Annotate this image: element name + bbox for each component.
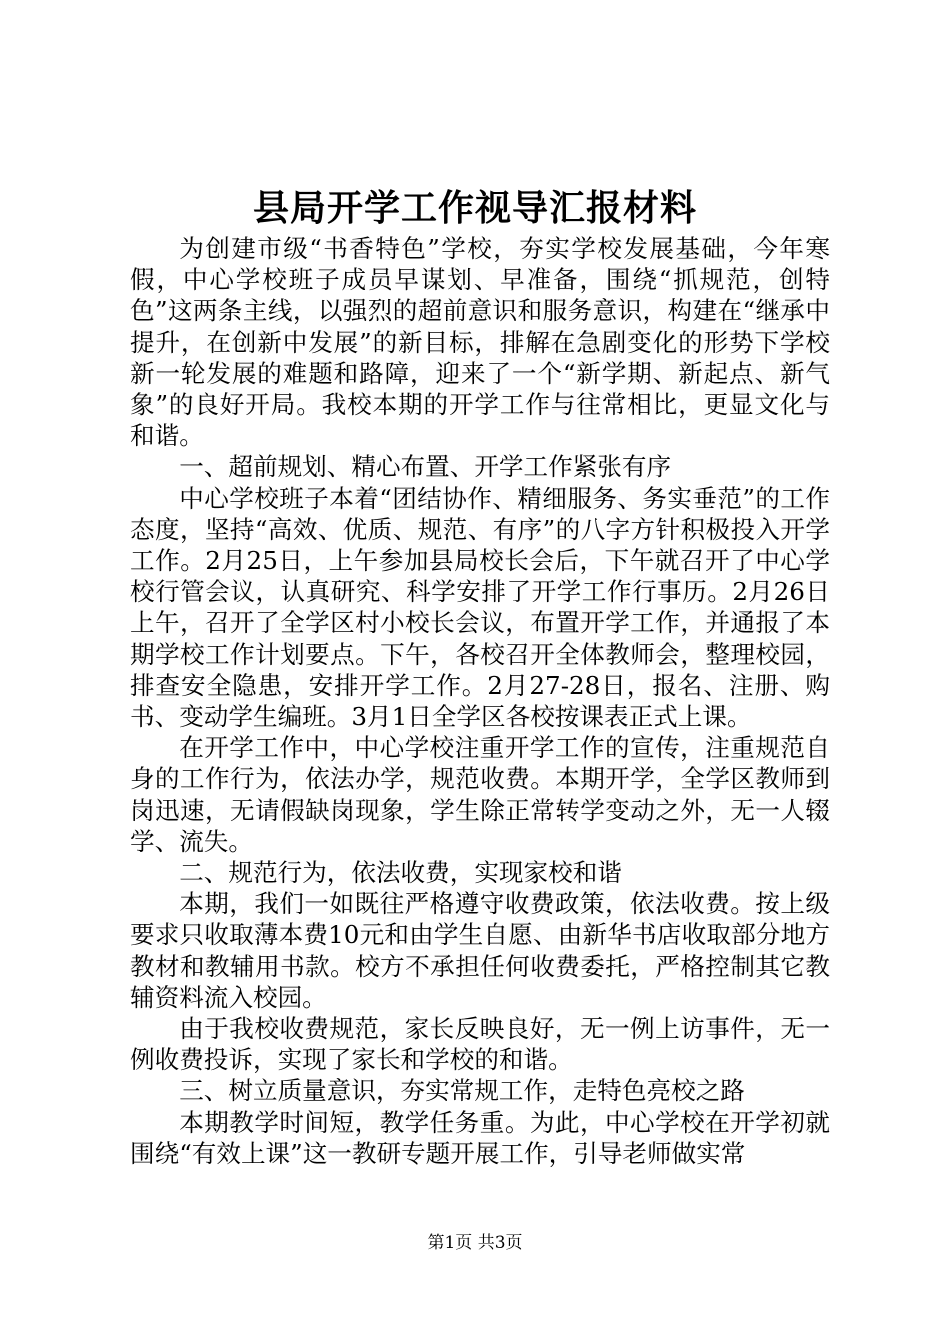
section-3-paragraph-1: 本期教学时间短，教学任务重。为此，中心学校在开学初就围绕“有效上课”这一教研专题开展工作，引导老师做实常 bbox=[130, 1107, 830, 1168]
document-title: 县局开学工作视导汇报材料 bbox=[252, 187, 697, 229]
section-heading-2: 二、规范行为，依法收费，实现家校和谐 bbox=[179, 858, 622, 888]
section-1-paragraph-1: 中心学校班子本着“团结协作、精细服务、务实垂范”的工作态度，坚持“高效、优质、规范、有序”的八字方针积极投入开学工作。2月25日，上午参加县局校长会后，下午就召开了中心学校行管会议，认真研究、科学安排了开学工作行事历。2月26日上午，召开了全学区村小校长会议，布置开学工作，并通报了本期学校工作计划要点。下午，各校召开全体教师会，整理校园，排查安全隐患，安排开学工作。2月27-28日，报名、注册、购书、变动学生编班。3月1日全学区各校按课表正式上课。 bbox=[130, 483, 830, 732]
section-heading-1: 一、超前规划、精心布置、开学工作紧张有序 bbox=[179, 452, 672, 482]
section-2-paragraph-2: 由于我校收费规范，家长反映良好，无一例上访事件，无一例收费投诉，实现了家长和学校的和谐。 bbox=[130, 1014, 830, 1075]
document-body bbox=[130, 233, 830, 1169]
intro-paragraph: 为创建市级“书香特色”学校，夯实学校发展基础，今年寒假，中心学校班子成员早谋划、早准备，围绕“抓规范，创特色”这两条主线，以强烈的超前意识和服务意识，构建在“继承中提升，在创新中发展”的新目标，排解在急剧变化的形势下学校新一轮发展的难题和路障，迎来了一个“新学期、新起点、新气象”的良好开局。我校本期的开学工作与往常相比，更显文化与和谐。 bbox=[130, 234, 830, 451]
section-1-paragraph-2: 在开学工作中，中心学校注重开学工作的宣传，注重规范自身的工作行为，依法办学，规范收费。本期开学，全学区教师到岗迅速，无请假缺岗现象，学生除正常转学变动之外，无一人辍学、流失。 bbox=[130, 733, 830, 856]
section-2-paragraph-1: 本期，我们一如既往严格遵守收费政策，依法收费。按上级要求只收取薄本费10元和由学生自愿、由新华书店收取部分地方教材和教辅用书款。校方不承担任何收费委托，严格控制其它教辅资料流入校园。 bbox=[130, 889, 830, 1012]
page-number-footer: 第1页 共3页 bbox=[427, 1233, 523, 1253]
section-heading-3: 三、树立质量意识，夯实常规工作，走特色亮校之路 bbox=[179, 1076, 745, 1106]
